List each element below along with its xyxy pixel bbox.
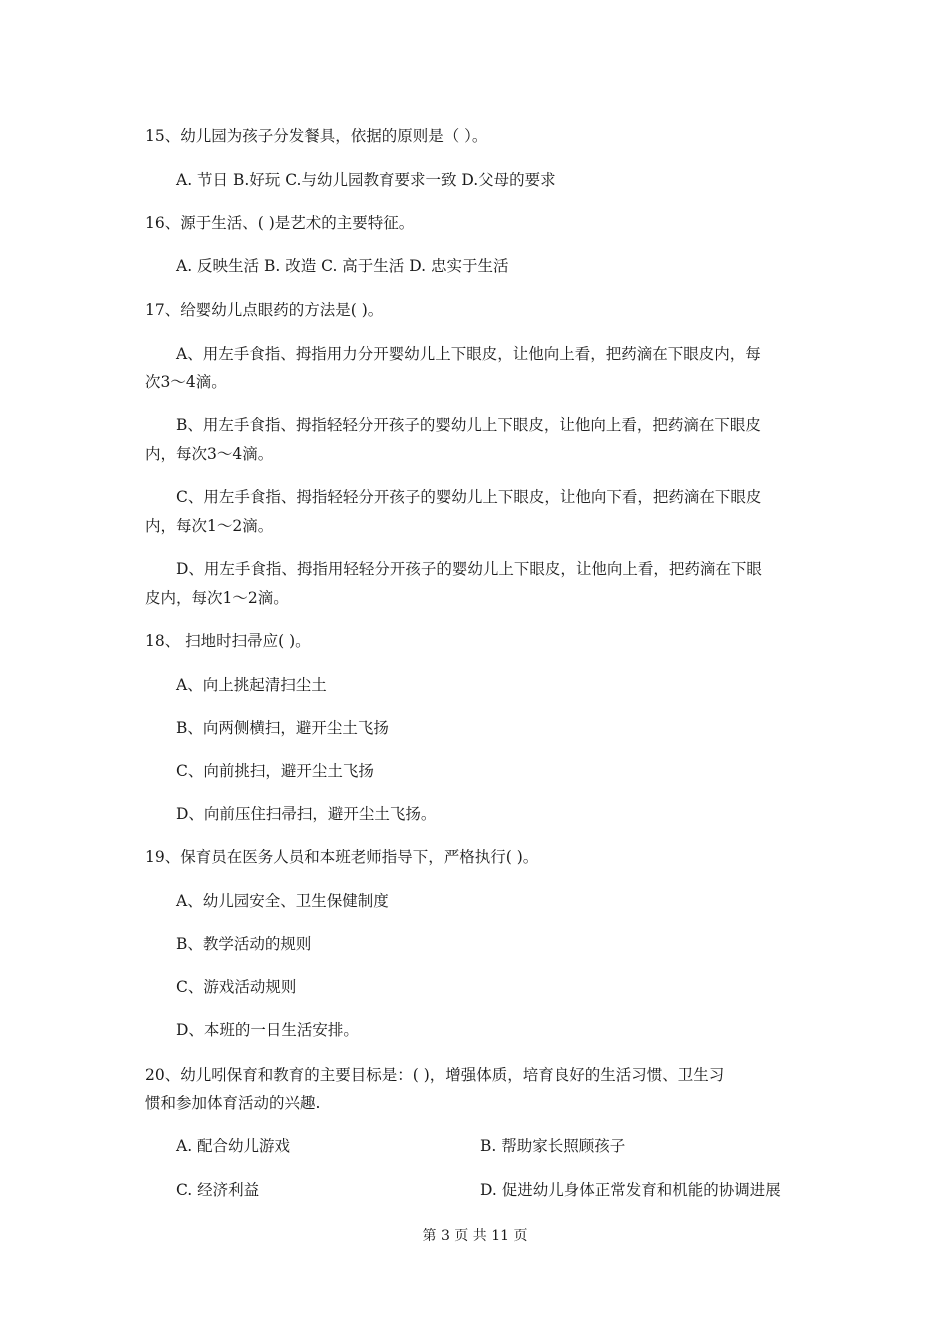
page-footer: 第 3 页 共 11 页 bbox=[422, 1228, 528, 1244]
question-15-stem: 15、幼儿园为孩子分发餐具，依据的原则是（ ）。 bbox=[145, 127, 488, 145]
question-17-option-d-line2: 皮内，每次1～2滴。 bbox=[145, 589, 289, 607]
question-20-option-a: A. 配合幼儿游戏 bbox=[176, 1137, 291, 1155]
question-19-option-a: A、幼儿园安全、卫生保健制度 bbox=[176, 892, 389, 910]
question-20-option-d: D. 促进幼儿身体正常发育和机能的协调进展 bbox=[480, 1181, 781, 1199]
question-19-option-b: B、教学活动的规则 bbox=[176, 935, 312, 953]
question-17-option-b-line1: B、用左手食指、拇指轻轻分开孩子的婴幼儿上下眼皮，让他向上看，把药滴在下眼皮 bbox=[176, 416, 761, 434]
question-18-stem: 18、 扫地时扫帚应( )。 bbox=[145, 632, 311, 650]
question-17-option-a-line1: A、用左手食指、拇指用力分开婴幼儿上下眼皮，让他向上看，把药滴在下眼皮内，每 bbox=[176, 345, 761, 363]
question-20-stem-line1: 20、幼儿吲保育和教育的主要目标是：( )，增强体质，培育良好的生活习惯、卫生习 bbox=[145, 1066, 725, 1084]
question-20-option-b: B. 帮助家长照顾孩子 bbox=[480, 1137, 626, 1155]
question-18-option-b: B、向两侧横扫，避开尘土飞扬 bbox=[176, 719, 389, 737]
question-18-option-c: C、向前挑扫，避开尘土飞扬 bbox=[176, 762, 374, 780]
question-18-option-a: A、向上挑起清扫尘土 bbox=[176, 676, 327, 694]
question-18-option-d: D、向前压住扫帚扫，避开尘土飞扬。 bbox=[176, 805, 437, 823]
question-17-option-a-line2: 次3～4滴。 bbox=[145, 373, 227, 391]
question-19-option-d: D、本班的一日生活安排。 bbox=[176, 1021, 359, 1039]
question-16-stem: 16、源于生活、( )是艺术的主要特征。 bbox=[145, 214, 415, 232]
question-17-stem: 17、给婴幼儿点眼药的方法是( )。 bbox=[145, 301, 384, 319]
question-19-option-c: C、游戏活动规则 bbox=[176, 978, 297, 996]
question-20-stem-line2: 惯和参加体育活动的兴趣. bbox=[145, 1094, 321, 1112]
question-17-option-d-line1: D、用左手食指、拇指用轻轻分开孩子的婴幼儿上下眼皮，让他向上看，把药滴在下眼 bbox=[176, 560, 762, 578]
question-17-option-c-line2: 内，每次1～2滴。 bbox=[145, 517, 274, 535]
question-15-options: A. 节日 B.好玩 C.与幼儿园教育要求一致 D.父母的要求 bbox=[176, 171, 556, 189]
question-19-stem: 19、保育员在医务人员和本班老师指导下，严格执行( )。 bbox=[145, 848, 539, 866]
question-20-option-c: C. 经济利益 bbox=[176, 1181, 260, 1199]
question-16-options: A. 反映生活 B. 改造 C. 高于生活 D. 忠实于生活 bbox=[176, 257, 509, 275]
question-17-option-c-line1: C、用左手食指、拇指轻轻分开孩子的婴幼儿上下眼皮，让他向下看，把药滴在下眼皮 bbox=[176, 488, 762, 506]
question-17-option-b-line2: 内，每次3～4滴。 bbox=[145, 445, 274, 463]
